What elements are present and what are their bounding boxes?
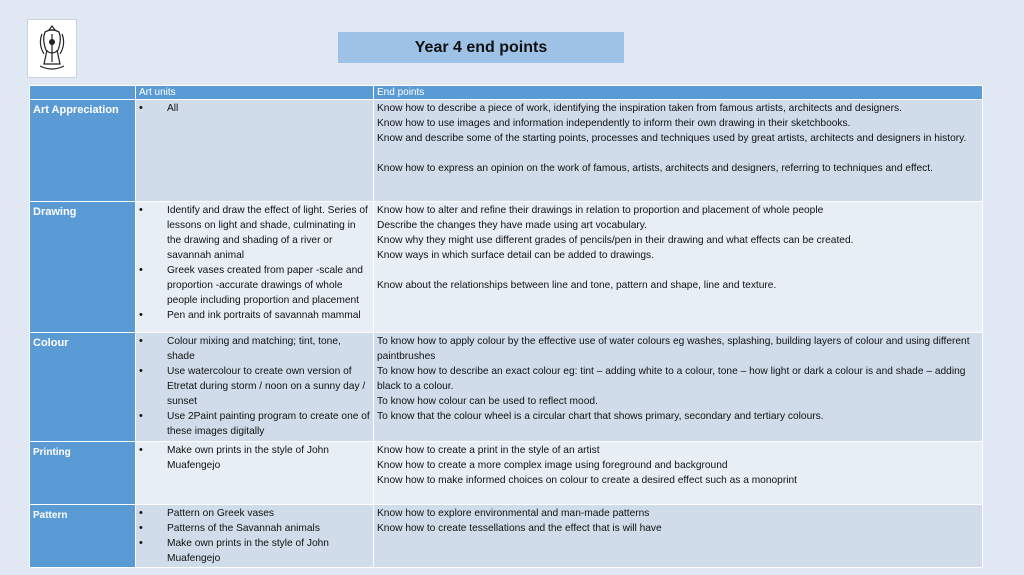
list-item: • Use 2Paint painting program to create one of these images digitally (139, 409, 370, 439)
end-point-text (377, 146, 979, 161)
end-point-text: Know and describe some of the starting points, processes and techniques used by great artists, architects and designers in history. (377, 133, 967, 144)
art-units-list (139, 101, 370, 116)
end-point-text: Know why they might use different grades of pencils/pen in their drawing and what effects can be created. (377, 235, 854, 246)
list-item: • All (139, 101, 370, 116)
end-point-text (377, 263, 979, 278)
end-point-text: To know that the colour wheel is a circular chart that shows primary, secondary and tertiary colours. (377, 411, 824, 422)
art-unit-name: Pattern (30, 505, 136, 568)
school-crest-logo (27, 19, 77, 78)
table-row (30, 333, 983, 442)
end-point-text: Know ways in which surface detail can be added to drawings. (377, 250, 654, 261)
end-point-text: Know how to describe a piece of work, identifying the inspiration taken from famous artists, architects and designers. (377, 103, 902, 114)
page-title: Year 4 end points (338, 32, 624, 63)
art-units-cell (136, 202, 374, 333)
table-row (30, 202, 983, 333)
header-art-units: Art units (136, 86, 374, 100)
end-points-cell (374, 442, 983, 505)
list-item: • Pen and ink portraits of savannah mammal (139, 308, 370, 323)
list-item: • Greek vases created from paper -scale and proportion -accurate drawings of whole people including proportion and placement (139, 263, 370, 308)
list-item: • Make own prints in the style of John Muafengejo (139, 443, 370, 473)
end-point-text: To know how colour can be used to reflect mood. (377, 396, 598, 407)
end-points-cell (374, 202, 983, 333)
art-unit-name: Art Appreciation (30, 100, 136, 202)
end-point-text: Know how to create tessellations and the effect that is will have (377, 523, 662, 534)
art-units-cell (136, 333, 374, 442)
art-units-list (139, 506, 370, 566)
end-point-text: Know how to create a more complex image using foreground and background (377, 460, 728, 471)
art-unit-name: Colour (30, 333, 136, 442)
art-units-list (139, 443, 370, 473)
header-end-points: End points (374, 86, 983, 100)
list-item: • Patterns of the Savannah animals (139, 521, 370, 536)
art-unit-name: Drawing (30, 202, 136, 333)
end-point-text: Know how to use images and information independently to inform their own drawing in their sketchbooks. (377, 118, 851, 129)
end-point-text: Know how to express an opinion on the work of famous, artists, architects and designers, referring to techniques and effect. (377, 163, 933, 174)
end-points-cell (374, 505, 983, 568)
art-units-cell (136, 100, 374, 202)
list-item: • Pattern on Greek vases (139, 506, 370, 521)
end-point-text: Know how to alter and refine their drawings in relation to proportion and placement of whole people (377, 205, 824, 216)
end-point-text: Know how to explore environmental and man-made patterns (377, 508, 650, 519)
table-row (30, 442, 983, 505)
table-row (30, 505, 983, 568)
table-header-row (30, 86, 983, 100)
end-point-text: To know how to apply colour by the effective use of water colours eg washes, splashing, building layers of colour and using different paintbrushes (377, 336, 970, 362)
end-points-cell (374, 333, 983, 442)
art-units-cell (136, 442, 374, 505)
end-point-text: Know how to make informed choices on colour to create a desired effect such as a monoprint (377, 475, 797, 486)
end-points-table (29, 85, 983, 568)
end-point-text: Know how to create a print in the style of an artist (377, 445, 600, 456)
list-item: • Identify and draw the effect of light. Series of lessons on light and shade, culminating in the drawing and shading of a river or savannah animal (139, 203, 370, 263)
end-point-text: Describe the changes they have made using art vocabulary. (377, 220, 647, 231)
list-item: • Colour mixing and matching; tint, tone, shade (139, 334, 370, 364)
list-item: • Make own prints in the style of John Muafengejo (139, 536, 370, 566)
art-units-list (139, 203, 370, 323)
end-point-text: To know how to describe an exact colour eg: tint – adding white to a colour, tone – how light or dark a colour is and shade – adding black to a colour. (377, 366, 966, 392)
header-unit (30, 86, 136, 100)
end-points-cell (374, 100, 983, 202)
art-units-list (139, 334, 370, 439)
art-units-cell (136, 505, 374, 568)
art-unit-name: Printing (30, 442, 136, 505)
end-point-text: Know about the relationships between line and tone, pattern and shape, line and texture. (377, 280, 777, 291)
list-item: • Use watercolour to create own version of Etretat during storm / noon on a sunny day / sunset (139, 364, 370, 409)
table-row (30, 100, 983, 202)
